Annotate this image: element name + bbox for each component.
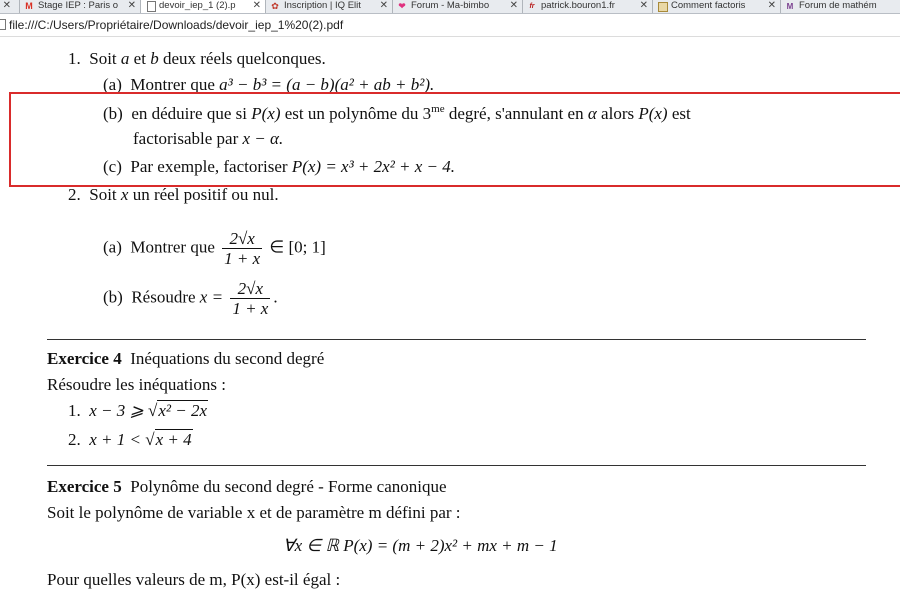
tab-label: Comment factoris [671, 0, 746, 11]
fraction-denominator: 1 + x [232, 299, 269, 318]
tab-label: Forum - Ma-bimbo [411, 0, 490, 11]
ex5-text [47, 503, 461, 523]
math-expression: x = [199, 287, 224, 307]
ma-icon: M [786, 2, 794, 11]
square-root: √x² − 2x [148, 401, 208, 420]
tab-label: Stage IEP : Paris o [38, 0, 119, 11]
ex5-formula [283, 536, 558, 556]
item-label: (a) [103, 75, 122, 94]
superscript: me [431, 103, 445, 115]
question-text: Pour quelles valeurs de m, P(x) est-il égal : [47, 570, 341, 589]
ex5-question [47, 570, 340, 590]
exercise-text: Soit le polynôme de variable x et de paramètre m défini par : [47, 503, 461, 522]
url-text[interactable]: file:///C:/Users/Propriétaire/Downloads/devoir_iep_1%20(2).pdf [9, 18, 344, 32]
exercise-label: Exercice 5 [47, 477, 122, 496]
tab-inscription[interactable] [266, 0, 393, 13]
highlight-box [9, 92, 900, 187]
fr-icon: fr [529, 3, 535, 10]
gear-icon: ✿ [271, 1, 279, 11]
close-icon[interactable]: ✕ [509, 0, 518, 11]
q1-text: Soit [89, 49, 117, 68]
q2-text: un réel positif ou nul. [132, 185, 279, 204]
math-expression: x − α. [242, 129, 284, 148]
item-text: Résoudre [131, 287, 196, 307]
exercise-title: Polynôme du second degré - Forme canonique [130, 477, 447, 496]
item-label: (b) [103, 287, 123, 307]
q2a-item [103, 229, 326, 268]
item-text: factorisable par [133, 129, 239, 148]
tab-comment-factoriser[interactable] [653, 0, 781, 13]
item-text: alors [601, 104, 635, 123]
fraction-numerator: 2√x [229, 229, 255, 248]
var-b: b [150, 49, 159, 68]
item-text: Montrer que [130, 75, 215, 94]
radicand: x² − 2x [158, 401, 208, 420]
ex5-title [47, 477, 447, 497]
q2-number: 2. [68, 185, 81, 204]
close-icon[interactable]: ✕ [252, 0, 261, 11]
math-formula: ∀x ∈ ℝ P(x) = (m + 2)x² + mx + m − 1 [283, 536, 558, 555]
item-text: est un polynôme du 3 [284, 104, 432, 123]
q1-text: et [133, 49, 146, 68]
section-divider [47, 339, 866, 340]
tab-patrick-bouron[interactable] [523, 0, 653, 13]
q2-text: Soit [89, 185, 117, 204]
browser-tab-strip [0, 0, 900, 14]
math-expression: P(x) [251, 104, 281, 123]
tab-stage-iep[interactable] [20, 0, 141, 13]
math-expression: x − 3 ⩾ [89, 401, 144, 420]
fraction [222, 229, 262, 268]
tab-label: patrick.bouron1.fr [541, 0, 615, 11]
tab-label: Forum de mathém [799, 0, 877, 11]
item-text: Montrer que [130, 237, 215, 257]
math-expression: a³ − b³ = (a − b)(a² + ab + b²). [219, 75, 435, 94]
math-expression: ∈ [0; 1] [269, 237, 326, 257]
math-expression: . [273, 287, 278, 307]
ex4-title [47, 349, 324, 369]
item-label: (c) [103, 157, 122, 176]
close-icon[interactable]: ✕ [639, 0, 648, 11]
math-expression: α [587, 104, 597, 123]
fraction-numerator: 2√x [237, 279, 264, 298]
exercise-label: Exercice 4 [47, 349, 122, 368]
item-text: est [671, 104, 691, 123]
fraction-denominator: 1 + x [224, 249, 261, 268]
gmail-icon: M [25, 1, 33, 11]
var-a: a [120, 49, 130, 68]
exercise-title: Inéquations du second degré [130, 349, 325, 368]
math-expression: x + 1 < [89, 430, 141, 449]
fraction [230, 279, 270, 318]
var-x: x [120, 185, 129, 204]
q1-intro [68, 49, 326, 69]
tab-forum-mathematiques[interactable] [781, 0, 900, 13]
page-icon [658, 2, 668, 12]
tab-overflow[interactable] [0, 0, 20, 13]
radicand: x + 4 [155, 430, 192, 449]
item-text: degré, s'annulant en [448, 104, 584, 123]
section-divider [47, 465, 866, 466]
item-number: 1. [68, 401, 81, 420]
item-label: (b) [103, 104, 123, 123]
instruction-text: Résoudre les inéquations : [47, 375, 226, 394]
q1-number: 1. [68, 49, 81, 68]
heart-icon: ❤ [398, 1, 406, 11]
address-bar[interactable] [0, 14, 900, 37]
q2-intro [68, 185, 279, 205]
close-icon[interactable]: ✕ [767, 0, 776, 11]
file-icon [0, 19, 6, 30]
tab-devoir-iep[interactable] [141, 0, 266, 13]
q2b-item [103, 279, 278, 318]
math-expression: P(x) = x³ + 2x² + x − 4. [291, 157, 456, 176]
tab-label: Inscription | IQ Elit [284, 0, 361, 11]
item-label: (a) [103, 237, 122, 257]
item-text: Par exemple, factoriser [130, 157, 288, 176]
ex4-item-1 [68, 401, 208, 421]
document-icon [147, 1, 156, 12]
ex4-item-2 [68, 430, 193, 450]
tab-label: devoir_iep_1 (2).p [159, 0, 236, 11]
q1-text: deux réels quelconques. [162, 49, 326, 68]
math-expression: P(x) [638, 104, 668, 123]
close-icon[interactable]: ✕ [379, 0, 388, 11]
ex4-instruction [47, 375, 226, 395]
close-icon[interactable]: ✕ [2, 0, 11, 11]
item-text: en déduire que si [131, 104, 247, 123]
item-number: 2. [68, 430, 81, 449]
tab-forum-ma-bimbo[interactable] [393, 0, 523, 13]
pdf-document [0, 37, 900, 600]
close-icon[interactable]: ✕ [127, 0, 136, 11]
square-root: √x + 4 [145, 430, 192, 449]
